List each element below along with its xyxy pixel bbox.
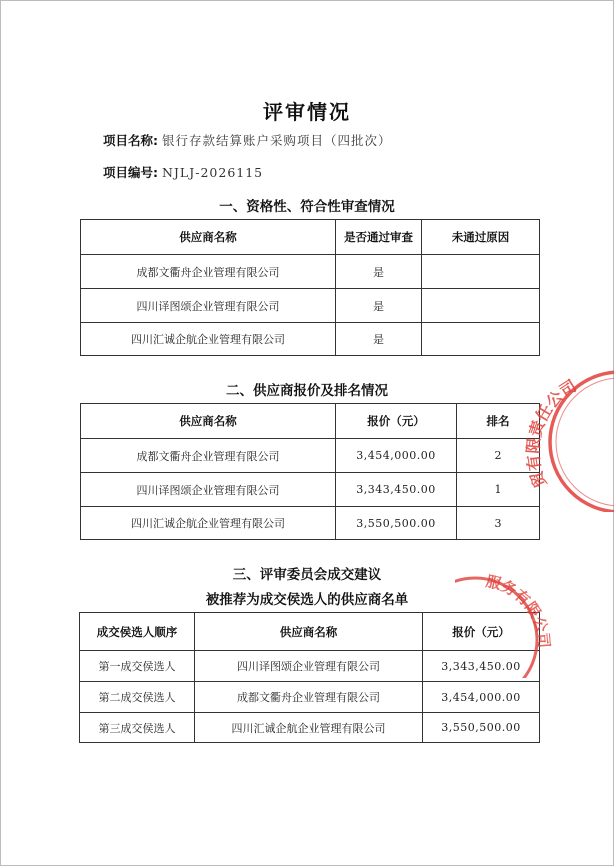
reason-cell: [422, 289, 540, 323]
price-cell: 3,454,000.00: [336, 439, 457, 473]
order-cell: 第三成交侯选人: [80, 713, 195, 743]
col-supplier-header: 供应商名称: [81, 220, 336, 255]
section3-subheading: 被推荐为成交侯选人的供应商名单: [205, 592, 409, 608]
project-name-line: [103, 131, 392, 149]
supplier-cell: 四川汇诚企航企业管理有限公司: [195, 713, 423, 743]
price-cell: 3,343,450.00: [336, 473, 457, 507]
section3-heading: 三、评审委员会成交建议: [232, 567, 382, 583]
rank-cell: 3: [457, 507, 540, 540]
table-row: [81, 323, 540, 356]
project-code-value: NJLJ-2026115: [161, 165, 264, 180]
table-row: [80, 713, 540, 743]
supplier-cell: 四川译图颂企业管理有限公司: [195, 651, 423, 682]
seal-top-text: 贸有限责任公司: [523, 376, 580, 491]
supplier-cell: 成都文衢舟企业管理有限公司: [81, 255, 336, 289]
table-row: [81, 439, 540, 473]
price-cell: 3,550,500.00: [423, 713, 540, 743]
rank-cell: 1: [457, 473, 540, 507]
project-name-value: 银行存款结算账户采购项目（四批次）: [161, 133, 392, 148]
table-row: [81, 255, 540, 289]
table-row: [81, 507, 540, 540]
section2-heading: 二、供应商报价及排名情况: [226, 383, 388, 399]
col-rank-header: 排名: [457, 404, 540, 439]
supplier-cell: 四川译图颂企业管理有限公司: [81, 473, 336, 507]
table-row: [80, 651, 540, 682]
supplier-cell: 四川汇诚企航企业管理有限公司: [81, 323, 336, 356]
qualification-table: [80, 219, 540, 356]
reason-cell: [422, 255, 540, 289]
price-cell: 3,454,000.00: [423, 682, 540, 713]
rank-cell: 2: [457, 439, 540, 473]
project-code-label: 项目编号:: [103, 165, 158, 180]
quotation-table: [80, 403, 540, 540]
price-cell: 3,550,500.00: [336, 507, 457, 540]
table-header-row: [80, 613, 540, 651]
supplier-cell: 成都文衢舟企业管理有限公司: [195, 682, 423, 713]
passed-cell: 是: [336, 323, 422, 356]
passed-cell: 是: [336, 255, 422, 289]
passed-cell: 是: [336, 289, 422, 323]
price-cell: 3,343,450.00: [423, 651, 540, 682]
col-passed-header: 是否通过审查: [336, 220, 422, 255]
col-order-header: 成交侯选人顺序: [80, 613, 195, 651]
section1-heading: 一、资格性、符合性审查情况: [219, 199, 395, 215]
col-price-header: 报价（元）: [336, 404, 457, 439]
table-header-row: [81, 220, 540, 255]
table-row: [80, 682, 540, 713]
order-cell: 第一成交侯选人: [80, 651, 195, 682]
page-title: 评审情况: [263, 100, 351, 124]
col-supplier-header: 供应商名称: [81, 404, 336, 439]
recommendation-table: [79, 612, 540, 743]
col-supplier-header: 供应商名称: [195, 613, 423, 651]
supplier-cell: 成都文衢舟企业管理有限公司: [81, 439, 336, 473]
supplier-cell: 四川译图颂企业管理有限公司: [81, 289, 336, 323]
supplier-cell: 四川汇诚企航企业管理有限公司: [81, 507, 336, 540]
order-cell: 第二成交侯选人: [80, 682, 195, 713]
project-name-label: 项目名称:: [103, 133, 158, 148]
reason-cell: [422, 323, 540, 356]
table-row: [81, 289, 540, 323]
table-row: [81, 473, 540, 507]
col-reason-header: 未通过原因: [422, 220, 540, 255]
col-price-header: 报价（元）: [423, 613, 540, 651]
table-header-row: [81, 404, 540, 439]
project-code-line: [103, 163, 263, 181]
seal-bottom-text: 服务有限公司: [484, 572, 554, 649]
